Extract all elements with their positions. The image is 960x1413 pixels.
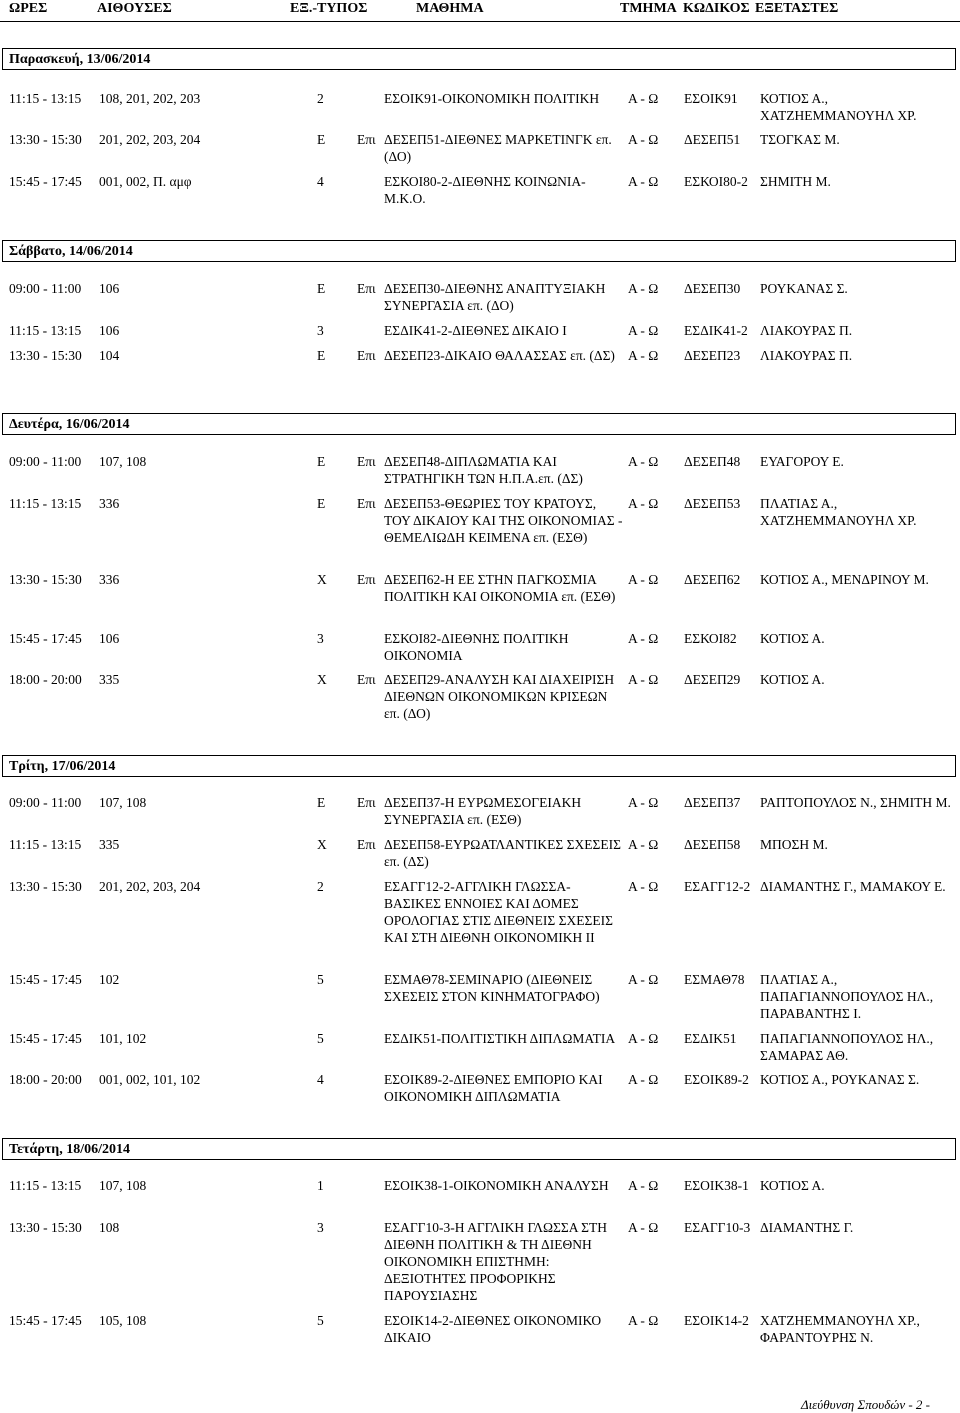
row-course: ΕΣΚΟΙ82-ΔΙΕΘΝΗΣ ΠΟΛΙΤΙΚΗ ΟΙΚΟΝΟΜΙΑ (384, 631, 569, 663)
row-time: 09:00 - 11:00 (9, 795, 82, 810)
row-department: Α - Ω (628, 348, 659, 363)
row-code: ΕΣΜΑΘ78 (684, 972, 745, 987)
row-rooms: 101, 102 (99, 1031, 147, 1046)
row-type: Επι (357, 572, 376, 587)
row-semester: 2 (317, 91, 324, 106)
row-course: ΔΕΣΕΠ29-ΑΝΑΛΥΣΗ ΚΑΙ ΔΙΑΧΕΙΡΙΣΗ ΔΙΕΘΝΩΝ ΟΙΚΟΝΟΜΙΚΩΝ ΚΡΙΣΕΩΝ επ. (ΔΟ) (384, 672, 615, 721)
row-rooms: 335 (99, 672, 120, 687)
row-course: ΕΣΔΙΚ51-ΠΟΛΙΤΙΣΤΙΚΗ ΔΙΠΛΩΜΑΤΙΑ (384, 1031, 616, 1046)
row-type: Επι (357, 132, 376, 147)
row-course: ΔΕΣΕΠ62-Η ΕΕ ΣΤΗΝ ΠΑΓΚΟΣΜΙΑ ΠΟΛΙΤΙΚΗ ΚΑΙ ΟΙΚΟΝΟΜΙΑ επ. (ΕΣΘ) (384, 572, 616, 604)
row-department: Α - Ω (628, 879, 659, 894)
row-department: Α - Ω (628, 837, 659, 852)
row-time: 09:00 - 11:00 (9, 281, 82, 296)
row-time: 15:45 - 17:45 (9, 972, 82, 987)
row-time: 11:15 - 13:15 (9, 1178, 82, 1193)
day-title: Δευτέρα, 16/06/2014 (9, 417, 130, 432)
row-semester: Χ (317, 672, 327, 687)
row-code: ΕΣΔΙΚ51 (684, 1031, 737, 1046)
row-time: 13:30 - 15:30 (9, 879, 82, 894)
header-examiners: ΕΞΕΤΑΣΤΕΣ (755, 1, 839, 16)
row-type: Επι (357, 837, 376, 852)
row-semester: Χ (317, 572, 327, 587)
row-department: Α - Ω (628, 672, 659, 687)
row-time: 11:15 - 13:15 (9, 837, 82, 852)
row-code: ΕΣΟΙΚ91 (684, 91, 738, 106)
row-time: 13:30 - 15:30 (9, 572, 82, 587)
row-rooms: 102 (99, 972, 120, 987)
row-code: ΕΣΑΓΓ12-2 (684, 879, 751, 894)
header-code: ΚΩΔΙΚΟΣ (683, 1, 750, 16)
row-rooms: 336 (99, 572, 120, 587)
row-course: ΔΕΣΕΠ23-ΔΙΚΑΙΟ ΘΑΛΑΣΣΑΣ επ. (ΔΣ) (384, 348, 615, 363)
row-semester: Ε (317, 454, 326, 469)
row-course: ΕΣΜΑΘ78-ΣΕΜΙΝΑΡΙΟ (ΔΙΕΘΝΕΙΣ ΣΧΕΣΕΙΣ ΣΤΟΝ ΚΙΝΗΜΑΤΟΓΡΑΦΟ) (384, 972, 600, 1004)
row-examiners: ΛΙΑΚΟΥΡΑΣ Π. (760, 348, 853, 363)
row-code: ΔΕΣΕΠ51 (684, 132, 741, 147)
header-semester-type: ΕΞ.-ΤΥΠΟΣ (290, 1, 368, 16)
row-time: 15:45 - 17:45 (9, 631, 82, 646)
row-time: 13:30 - 15:30 (9, 132, 82, 147)
row-course: ΕΣΟΙΚ38-1-ΟΙΚΟΝΟΜΙΚΗ ΑΝΑΛΥΣΗ (384, 1178, 609, 1193)
row-semester: 5 (317, 1313, 324, 1328)
row-rooms: 001, 002, Π. αμφ (99, 174, 192, 189)
row-course: ΕΣΟΙΚ91-ΟΙΚΟΝΟΜΙΚΗ ΠΟΛΙΤΙΚΗ (384, 91, 600, 106)
day-title: Παρασκευή, 13/06/2014 (9, 52, 151, 67)
row-department: Α - Ω (628, 132, 659, 147)
row-code: ΔΕΣΕΠ62 (684, 572, 741, 587)
row-department: Α - Ω (628, 1220, 659, 1235)
row-examiners: ΠΛΑΤΙΑΣ Α., ΧΑΤΖΗΕΜΜΑΝΟΥΗΛ ΧΡ. (760, 496, 917, 528)
row-semester: 5 (317, 972, 324, 987)
row-examiners: ΚΟΤΙΟΣ Α. (760, 631, 825, 646)
day-title: Τετάρτη, 18/06/2014 (9, 1142, 130, 1157)
row-code: ΕΣΚΟΙ80-2 (684, 174, 748, 189)
row-code: ΕΣΟΙΚ89-2 (684, 1072, 749, 1087)
row-type: Επι (357, 281, 376, 296)
row-semester: Ε (317, 132, 326, 147)
row-semester: Χ (317, 837, 327, 852)
row-course: ΕΣΟΙΚ14-2-ΔΙΕΘΝΕΣ ΟΙΚΟΝΟΜΙΚΟ ΔΙΚΑΙΟ (384, 1313, 602, 1345)
row-code: ΕΣΔΙΚ41-2 (684, 323, 748, 338)
row-rooms: 107, 108 (99, 1178, 147, 1193)
row-time: 13:30 - 15:30 (9, 1220, 82, 1235)
row-examiners: ΚΟΤΙΟΣ Α., ΜΕΝΔΡΙΝΟΥ Μ. (760, 572, 929, 587)
row-time: 09:00 - 11:00 (9, 454, 82, 469)
row-course: ΕΣΑΓΓ12-2-ΑΓΓΛΙΚΗ ΓΛΩΣΣΑ-ΒΑΣΙΚΕΣ ΕΝΝΟΙΕΣ ΚΑΙ ΔΟΜΕΣ ΟΡΟΛΟΓΙΑΣ ΣΤΙΣ ΔΙΕΘΝΕΙΣ ΣΧΕΣΕΙΣ ΚΑΙ ΣΤΗ ΔΙΕΘΝΗ ΟΙΚΟΝΟΜΙΚΗ ΙΙ (384, 879, 613, 945)
row-department: Α - Ω (628, 631, 659, 646)
header-divider (0, 21, 960, 22)
row-rooms: 104 (99, 348, 120, 363)
row-course: ΔΕΣΕΠ30-ΔΙΕΘΝΗΣ ΑΝΑΠΤΥΞΙΑΚΗ ΣΥΝΕΡΓΑΣΙΑ επ. (ΔΟ) (384, 281, 606, 313)
row-examiners: ΜΠΟΣΗ Μ. (760, 837, 828, 852)
row-department: Α - Ω (628, 323, 659, 338)
row-code: ΕΣΑΓΓ10-3 (684, 1220, 751, 1235)
row-semester: Ε (317, 281, 326, 296)
row-time: 15:45 - 17:45 (9, 1313, 82, 1328)
row-department: Α - Ω (628, 572, 659, 587)
row-course: ΕΣΚΟΙ80-2-ΔΙΕΘΝΗΣ ΚΟΙΝΩΝΙΑ-Μ.Κ.Ο. (384, 174, 586, 206)
row-department: Α - Ω (628, 1072, 659, 1087)
row-time: 15:45 - 17:45 (9, 1031, 82, 1046)
row-time: 15:45 - 17:45 (9, 174, 82, 189)
day-heading (2, 48, 956, 70)
row-type: Επι (357, 795, 376, 810)
row-examiners: ΠΛΑΤΙΑΣ Α., ΠΑΠΑΓΙΑΝΝΟΠΟΥΛΟΣ ΗΛ., ΠΑΡΑΒΑΝΤΗΣ Ι. (760, 972, 934, 1021)
day-heading (2, 240, 956, 262)
row-code: ΔΕΣΕΠ30 (684, 281, 741, 296)
row-code: ΕΣΟΙΚ38-1 (684, 1178, 749, 1193)
row-course: ΔΕΣΕΠ58-ΕΥΡΩΑΤΛΑΝΤΙΚΕΣ ΣΧΕΣΕΙΣ επ. (ΔΣ) (384, 837, 621, 869)
row-time: 11:15 - 13:15 (9, 91, 82, 106)
row-time: 11:15 - 13:15 (9, 496, 82, 511)
row-rooms: 105, 108 (99, 1313, 147, 1328)
row-course: ΔΕΣΕΠ51-ΔΙΕΘΝΕΣ ΜΑΡΚΕΤΙΝΓΚ επ. (ΔΟ) (384, 132, 612, 164)
row-rooms: 001, 002, 101, 102 (99, 1072, 201, 1087)
row-semester: Ε (317, 795, 326, 810)
row-examiners: ΚΟΤΙΟΣ Α. (760, 672, 825, 687)
row-examiners: ΛΙΑΚΟΥΡΑΣ Π. (760, 323, 853, 338)
row-code: ΔΕΣΕΠ37 (684, 795, 741, 810)
row-code: ΕΣΟΙΚ14-2 (684, 1313, 749, 1328)
day-heading (2, 413, 956, 435)
day-title: Σάββατο, 14/06/2014 (9, 244, 133, 259)
row-examiners: ΔΙΑΜΑΝΤΗΣ Γ. (760, 1220, 854, 1235)
row-rooms: 106 (99, 323, 120, 338)
row-time: 18:00 - 20:00 (9, 1072, 82, 1087)
row-examiners: ΤΣΟΓΚΑΣ Μ. (760, 132, 840, 147)
row-examiners: ΡΟΥΚΑΝΑΣ Σ. (760, 281, 848, 296)
row-type: Επι (357, 496, 376, 511)
row-course: ΔΕΣΕΠ48-ΔΙΠΛΩΜΑΤΙΑ ΚΑΙ ΣΤΡΑΤΗΓΙΚΗ ΤΩΝ Η.Π.Α.επ. (ΔΣ) (384, 454, 583, 486)
row-department: Α - Ω (628, 1178, 659, 1193)
row-rooms: 201, 202, 203, 204 (99, 879, 201, 894)
row-semester: 5 (317, 1031, 324, 1046)
row-semester: 1 (317, 1178, 324, 1193)
row-examiners: ΔΙΑΜΑΝΤΗΣ Γ., ΜΑΜΑΚΟΥ Ε. (760, 879, 946, 894)
row-rooms: 336 (99, 496, 120, 511)
row-rooms: 107, 108 (99, 454, 147, 469)
row-department: Α - Ω (628, 281, 659, 296)
row-rooms: 201, 202, 203, 204 (99, 132, 201, 147)
row-semester: 3 (317, 631, 324, 646)
row-department: Α - Ω (628, 972, 659, 987)
row-semester: 3 (317, 323, 324, 338)
row-rooms: 107, 108 (99, 795, 147, 810)
row-rooms: 335 (99, 837, 120, 852)
row-department: Α - Ω (628, 174, 659, 189)
row-examiners: ΚΟΤΙΟΣ Α., ΧΑΤΖΗΕΜΜΑΝΟΥΗΛ ΧΡ. (760, 91, 917, 123)
day-heading (2, 1138, 956, 1160)
row-department: Α - Ω (628, 795, 659, 810)
column-header (0, 0, 960, 20)
row-examiners: ΣΗΜΙΤΗ Μ. (760, 174, 831, 189)
page-footer: Διεύθυνση Σπουδών - 2 - (800, 1397, 930, 1412)
row-department: Α - Ω (628, 91, 659, 106)
row-department: Α - Ω (628, 1313, 659, 1328)
row-course: ΕΣΟΙΚ89-2-ΔΙΕΘΝΕΣ ΕΜΠΟΡΙΟ ΚΑΙ ΟΙΚΟΝΟΜΙΚΗ ΔΙΠΛΩΜΑΤΙΑ (384, 1072, 603, 1104)
row-examiners: ΚΟΤΙΟΣ Α., ΡΟΥΚΑΝΑΣ Σ. (760, 1072, 920, 1087)
row-code: ΔΕΣΕΠ23 (684, 348, 741, 363)
row-time: 11:15 - 13:15 (9, 323, 82, 338)
row-time: 18:00 - 20:00 (9, 672, 82, 687)
row-semester: Ε (317, 348, 326, 363)
row-course: ΔΕΣΕΠ37-Η ΕΥΡΩΜΕΣΟΓΕΙΑΚΗ ΣΥΝΕΡΓΑΣΙΑ επ. (ΕΣΘ) (384, 795, 582, 827)
row-course: ΔΕΣΕΠ53-ΘΕΩΡΙΕΣ ΤΟΥ ΚΡΑΤΟΥΣ, ΤΟΥ ΔΙΚΑΙΟΥ ΚΑΙ ΤΗΣ ΟΙΚΟΝΟΜΙΑΣ - ΘΕΜΕΛΙΩΔΗ ΚΕΙΜΕΝΑ επ. (ΕΣΘ) (384, 496, 623, 545)
header-department: ΤΜΗΜΑ (620, 1, 677, 16)
day-title: Τρίτη, 17/06/2014 (9, 759, 116, 774)
row-type: Επι (357, 348, 376, 363)
row-type: Επι (357, 672, 376, 687)
row-code: ΔΕΣΕΠ48 (684, 454, 741, 469)
row-semester: Ε (317, 496, 326, 511)
row-examiners: ΚΟΤΙΟΣ Α. (760, 1178, 825, 1193)
row-code: ΕΣΚΟΙ82 (684, 631, 737, 646)
row-department: Α - Ω (628, 454, 659, 469)
row-department: Α - Ω (628, 496, 659, 511)
row-semester: 4 (317, 1072, 324, 1087)
row-code: ΔΕΣΕΠ53 (684, 496, 741, 511)
header-course: ΜΑΘΗΜΑ (416, 1, 484, 16)
row-course: ΕΣΑΓΓ10-3-Η ΑΓΓΛΙΚΗ ΓΛΩΣΣΑ ΣΤΗ ΔΙΕΘΝΗ ΠΟΛΙΤΙΚΗ & ΤΗ ΔΙΕΘΝΗ ΟΙΚΟΝΟΜΙΚΗ ΕΠΙΣΤΗΜΗ: ΔΕΞΙΟΤΗΤΕΣ ΠΡΟΦΟΡΙΚΗΣ ΠΑΡΟΥΣΙΑΣΗΣ (384, 1220, 607, 1303)
row-examiners: ΡΑΠΤΟΠΟΥΛΟΣ Ν., ΣΗΜΙΤΗ Μ. (760, 795, 951, 810)
row-department: Α - Ω (628, 1031, 659, 1046)
row-course: ΕΣΔΙΚ41-2-ΔΙΕΘΝΕΣ ΔΙΚΑΙΟ Ι (384, 323, 567, 338)
row-rooms: 106 (99, 281, 120, 296)
row-examiners: ΕΥΑΓΟΡΟΥ Ε. (760, 454, 844, 469)
row-rooms: 108 (99, 1220, 120, 1235)
row-semester: 2 (317, 879, 324, 894)
row-rooms: 108, 201, 202, 203 (99, 91, 201, 106)
row-time: 13:30 - 15:30 (9, 348, 82, 363)
header-hours: ΩΡΕΣ (9, 1, 48, 16)
row-rooms: 106 (99, 631, 120, 646)
row-code: ΔΕΣΕΠ29 (684, 672, 741, 687)
row-examiners: ΠΑΠΑΓΙΑΝΝΟΠΟΥΛΟΣ ΗΛ., ΣΑΜΑΡΑΣ ΑΘ. (760, 1031, 934, 1063)
row-semester: 3 (317, 1220, 324, 1235)
day-heading (2, 755, 956, 777)
header-rooms: ΑΙΘΟΥΣΕΣ (97, 1, 172, 16)
row-semester: 4 (317, 174, 324, 189)
row-code: ΔΕΣΕΠ58 (684, 837, 741, 852)
row-examiners: ΧΑΤΖΗΕΜΜΑΝΟΥΗΛ ΧΡ., ΦΑΡΑΝΤΟΥΡΗΣ Ν. (760, 1313, 920, 1345)
row-type: Επι (357, 454, 376, 469)
